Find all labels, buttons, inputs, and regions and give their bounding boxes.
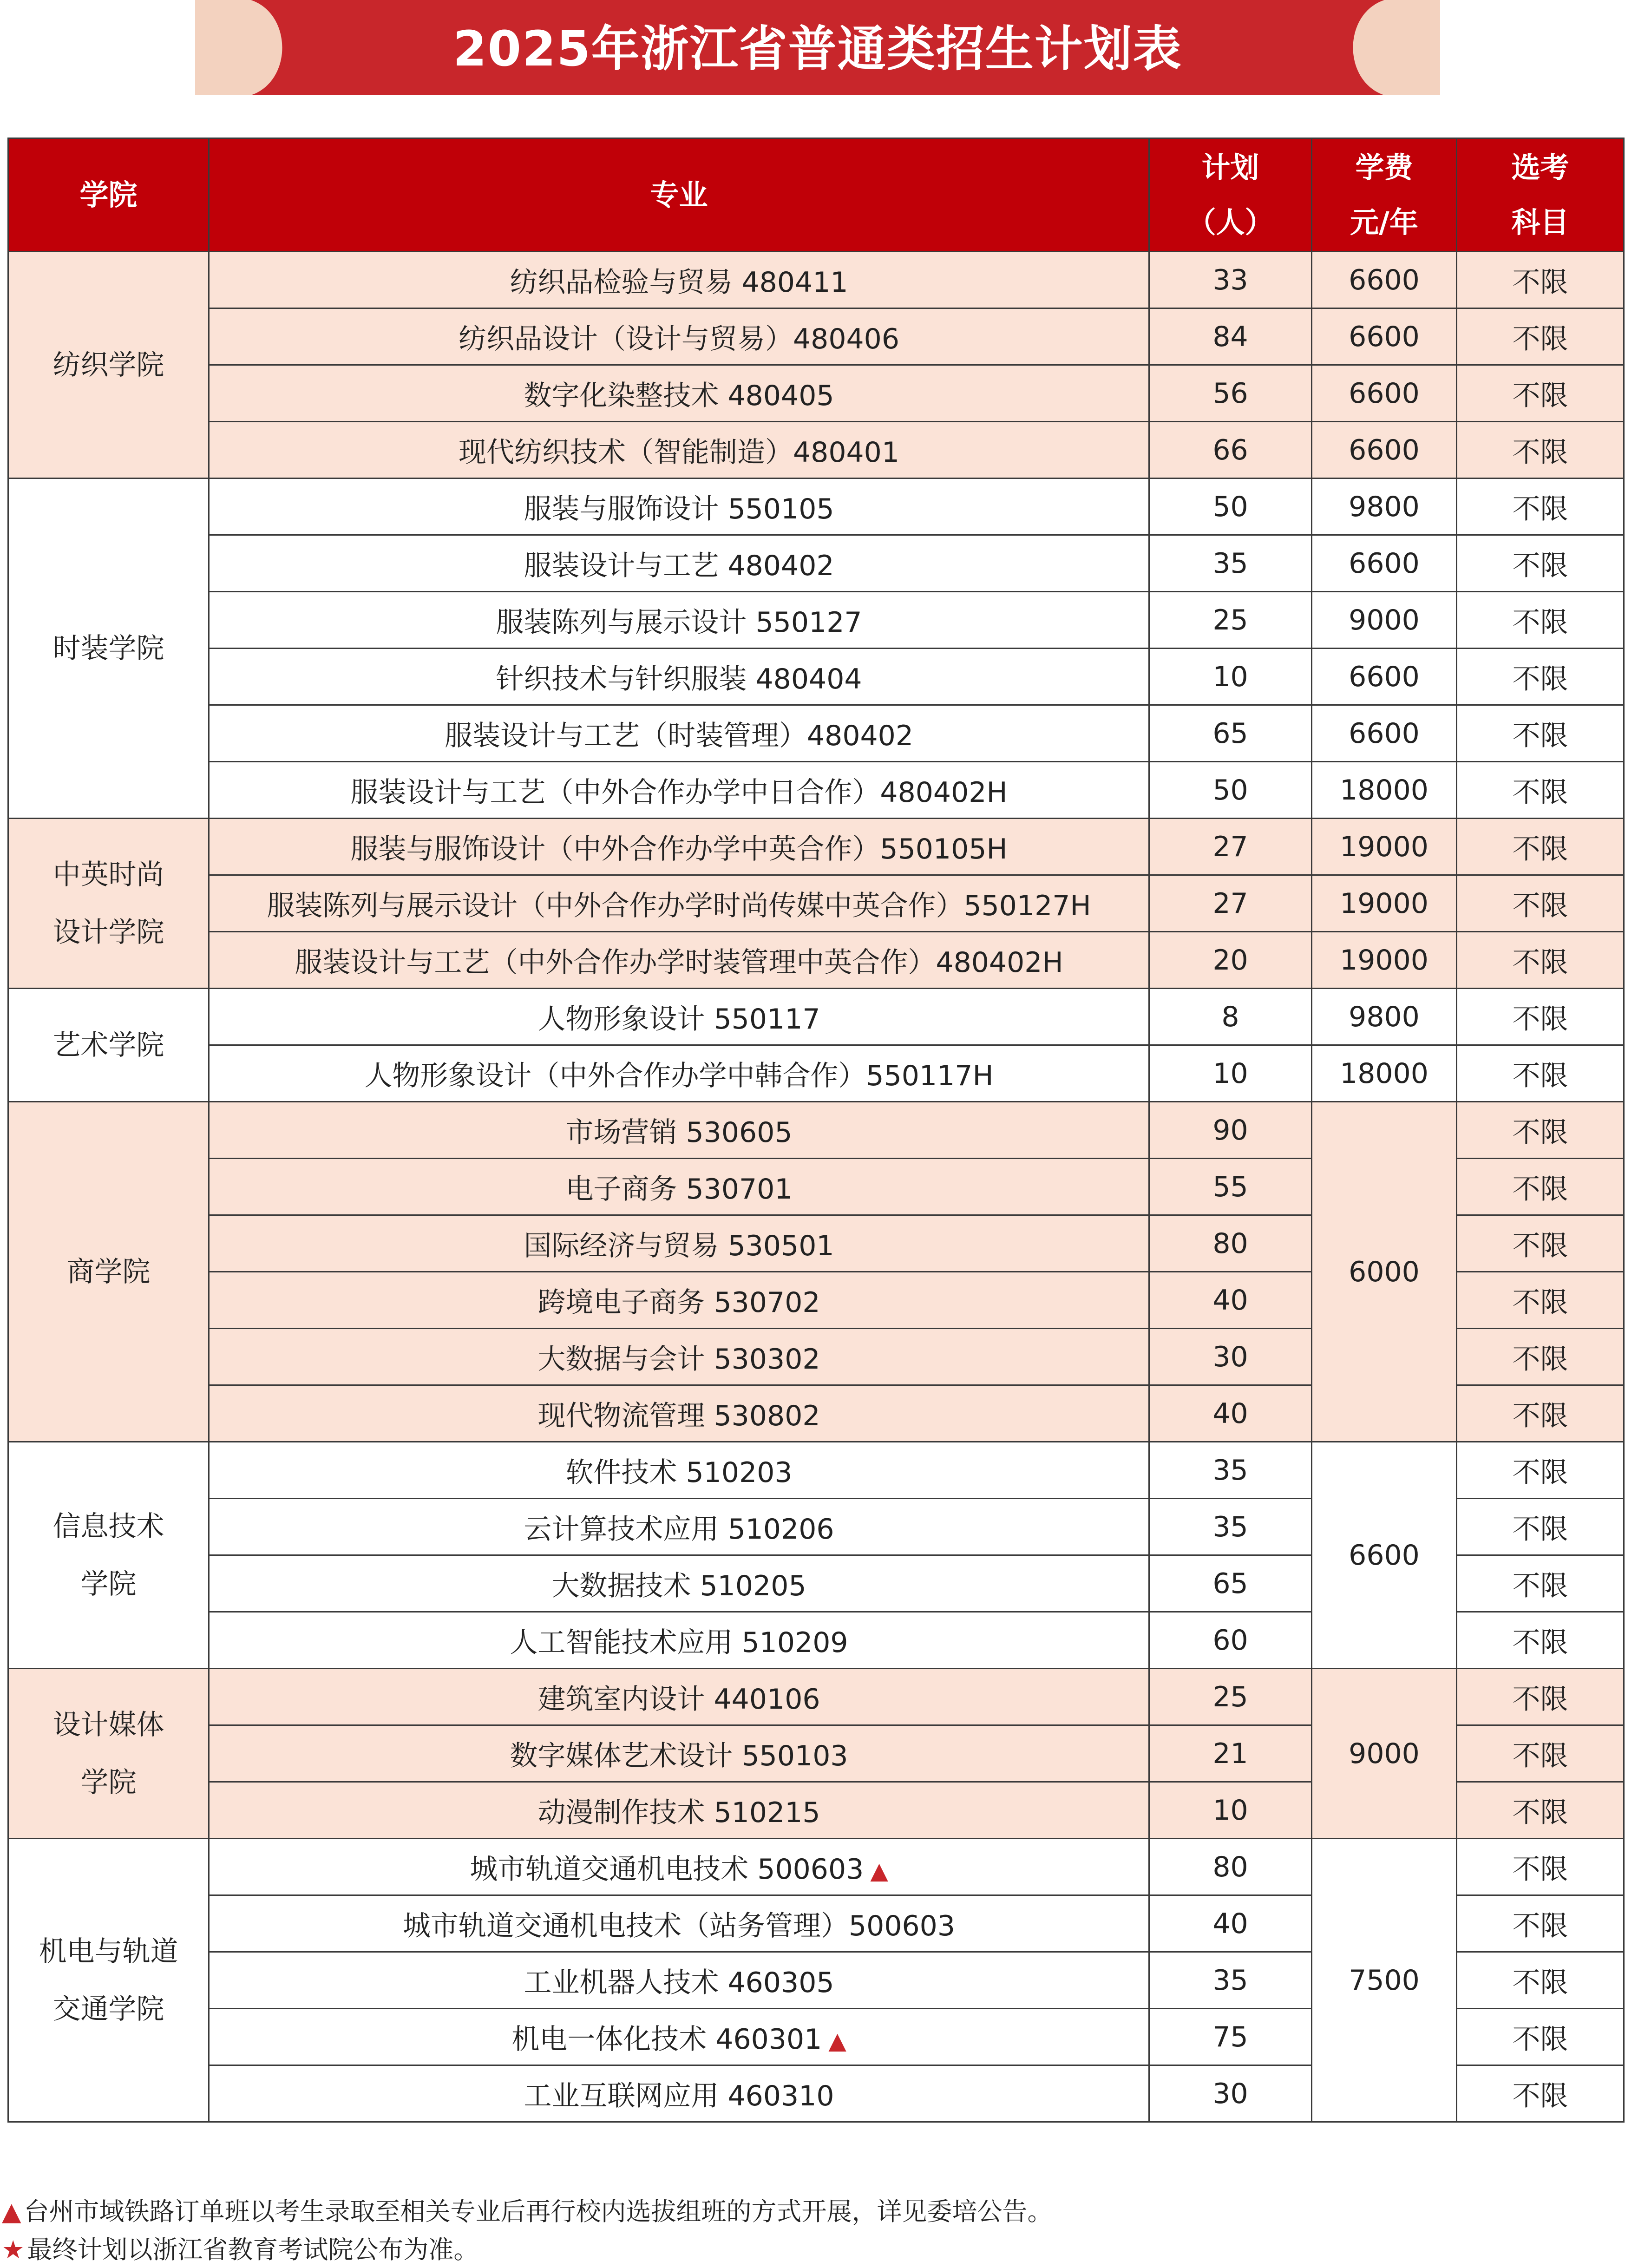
subject-cell: 不限 (1457, 1895, 1624, 1952)
fee-cell: 6600 (1312, 308, 1457, 365)
subject-cell: 不限 (1457, 1555, 1624, 1612)
fee-cell: 7500 (1312, 1839, 1457, 2122)
fee-cell: 19000 (1312, 875, 1457, 932)
plan-cell: 80 (1149, 1215, 1312, 1272)
plan-cell: 33 (1149, 252, 1312, 308)
table-row (8, 1839, 1624, 1895)
subject-cell: 不限 (1457, 479, 1624, 535)
table-row (8, 819, 1624, 875)
fee-cell: 6600 (1312, 252, 1457, 308)
fee-cell: 19000 (1312, 819, 1457, 875)
major-name: 数字媒体艺术设计 550103 (510, 1739, 848, 1772)
fee-cell: 6600 (1312, 365, 1457, 422)
major-name: 机电一体化技术 460301 (511, 2023, 822, 2056)
plan-cell: 10 (1149, 1045, 1312, 1102)
triangle-marker-icon: ▲ (2, 2197, 21, 2226)
subject-cell: 不限 (1457, 365, 1624, 422)
header-fee: 学费 元/年 (1312, 138, 1457, 252)
major-cell (209, 762, 1149, 819)
fee-cell: 6000 (1312, 1102, 1457, 1442)
header-college: 学院 (8, 138, 209, 252)
plan-cell: 27 (1149, 819, 1312, 875)
major-name: 人物形象设计 550117 (537, 1003, 820, 1036)
major-name: 动漫制作技术 510215 (537, 1796, 820, 1829)
plan-cell: 27 (1149, 875, 1312, 932)
major-cell (209, 989, 1149, 1045)
major-cell (209, 365, 1149, 422)
major-cell (209, 1555, 1149, 1612)
table-row (8, 1045, 1624, 1102)
major-name: 服装设计与工艺（中外合作办学中日合作）480402H (350, 776, 1008, 809)
footnote-1 (2, 2192, 1053, 2228)
subject-cell: 不限 (1457, 649, 1624, 705)
college-name-line2: 学院 (80, 1567, 137, 1600)
college-name-line2: 学院 (80, 1766, 137, 1799)
college-cell (8, 1669, 209, 1839)
enrollment-plan-table (7, 138, 1625, 2123)
subject-cell: 不限 (1457, 2009, 1624, 2065)
table-row (8, 365, 1624, 422)
major-name: 服装与服饰设计 550105 (524, 492, 834, 525)
fee-cell: 18000 (1312, 762, 1457, 819)
table-row (8, 1442, 1624, 1499)
major-name: 跨境电子商务 530702 (537, 1286, 820, 1319)
subject-cell: 不限 (1457, 1725, 1624, 1782)
college-cell (8, 1442, 209, 1669)
major-cell (209, 819, 1149, 875)
plan-cell: 40 (1149, 1895, 1312, 1952)
major-cell (209, 1442, 1149, 1499)
table-row (8, 1669, 1624, 1725)
major-name: 现代纺织技术（智能制造）480401 (458, 436, 900, 469)
major-cell (209, 2009, 1149, 2065)
major-cell (209, 1102, 1149, 1159)
plan-cell: 10 (1149, 1782, 1312, 1839)
subject-cell: 不限 (1457, 989, 1624, 1045)
plan-cell: 35 (1149, 1499, 1312, 1555)
fee-cell: 6600 (1312, 649, 1457, 705)
footnote-text: 台州市域铁路订单班以考生录取至相关专业后再行校内选拔组班的方式开展，详见委培公告。 (24, 2197, 1053, 2226)
major-cell (209, 1782, 1149, 1839)
plan-cell: 25 (1149, 592, 1312, 649)
major-cell (209, 705, 1149, 762)
plan-cell: 10 (1149, 649, 1312, 705)
major-name: 针织技术与针织服装 480404 (496, 662, 862, 695)
triangle-marker-icon: ▲ (828, 2027, 846, 2054)
plan-cell: 55 (1149, 1159, 1312, 1215)
major-name: 人物形象设计（中外合作办学中韩合作）550117H (364, 1059, 994, 1092)
plan-cell: 75 (1149, 2009, 1312, 2065)
subject-cell: 不限 (1457, 819, 1624, 875)
major-name: 大数据技术 510205 (551, 1569, 806, 1602)
major-cell (209, 1385, 1149, 1442)
major-cell (209, 932, 1149, 989)
subject-cell: 不限 (1457, 1102, 1624, 1159)
college-cell: 纺织学院 (8, 252, 209, 479)
plan-cell: 30 (1149, 2065, 1312, 2122)
major-cell (209, 422, 1149, 479)
major-name: 服装陈列与展示设计 550127 (496, 606, 862, 639)
major-cell (209, 535, 1149, 592)
major-name: 城市轨道交通机电技术（站务管理）500603 (402, 1909, 956, 1942)
fee-cell: 18000 (1312, 1045, 1457, 1102)
major-name: 服装设计与工艺（时装管理）480402 (444, 719, 914, 752)
subject-cell: 不限 (1457, 1499, 1624, 1555)
subject-cell: 不限 (1457, 1839, 1624, 1895)
footnote-text: 最终计划以浙江省教育考试院公布为准。 (27, 2235, 479, 2264)
fee-cell: 9000 (1312, 1669, 1457, 1839)
major-cell (209, 1159, 1149, 1215)
fee-cell: 9800 (1312, 479, 1457, 535)
subject-cell: 不限 (1457, 1385, 1624, 1442)
major-name: 数字化染整技术 480405 (524, 379, 834, 412)
major-name: 软件技术 510203 (565, 1456, 793, 1489)
subject-cell: 不限 (1457, 762, 1624, 819)
table-row (8, 875, 1624, 932)
plan-cell: 25 (1149, 1669, 1312, 1725)
subject-cell: 不限 (1457, 705, 1624, 762)
major-cell (209, 1725, 1149, 1782)
table-row (8, 535, 1624, 592)
subject-cell: 不限 (1457, 592, 1624, 649)
major-name: 工业机器人技术 460305 (524, 1966, 834, 1999)
major-cell (209, 1952, 1149, 2009)
table-row (8, 308, 1624, 365)
subject-cell: 不限 (1457, 875, 1624, 932)
major-cell (209, 1612, 1149, 1669)
major-name: 服装设计与工艺（中外合作办学时装管理中英合作）480402H (295, 946, 1063, 979)
major-cell (209, 1215, 1149, 1272)
college-name-line1: 设计媒体 (52, 1708, 164, 1741)
major-name: 纺织品设计（设计与贸易）480406 (458, 322, 900, 355)
college-cell: 商学院 (8, 1102, 209, 1442)
page-title: 2025年浙江省普通类招生计划表 (453, 20, 1182, 77)
college-name-line2: 设计学院 (52, 916, 164, 949)
subject-cell: 不限 (1457, 2065, 1624, 2122)
major-name: 纺织品检验与贸易 480411 (510, 266, 848, 299)
major-cell (209, 1045, 1149, 1102)
triangle-marker-icon: ▲ (870, 1857, 888, 1884)
major-cell (209, 875, 1149, 932)
college-cell (8, 819, 209, 989)
major-name: 市场营销 530605 (565, 1116, 793, 1149)
plan-cell: 21 (1149, 1725, 1312, 1782)
plan-cell: 20 (1149, 932, 1312, 989)
plan-cell: 65 (1149, 1555, 1312, 1612)
plan-cell: 90 (1149, 1102, 1312, 1159)
fee-cell: 9800 (1312, 989, 1457, 1045)
major-cell (209, 649, 1149, 705)
college-name-line1: 信息技术 (52, 1510, 164, 1543)
table-row (8, 252, 1624, 308)
college-cell (8, 1839, 209, 2122)
subject-cell: 不限 (1457, 535, 1624, 592)
table-row (8, 649, 1624, 705)
subject-cell: 不限 (1457, 1952, 1624, 2009)
college-cell: 艺术学院 (8, 989, 209, 1102)
major-name: 现代物流管理 530802 (537, 1399, 820, 1432)
plan-cell: 35 (1149, 535, 1312, 592)
major-name: 大数据与会计 530302 (537, 1343, 820, 1376)
plan-cell: 35 (1149, 1952, 1312, 2009)
major-cell (209, 1329, 1149, 1385)
subject-cell: 不限 (1457, 1329, 1624, 1385)
major-cell (209, 1272, 1149, 1329)
header-major: 专业 (209, 138, 1149, 252)
table-row (8, 989, 1624, 1045)
major-name: 工业互联网应用 460310 (524, 2079, 834, 2112)
plan-cell: 60 (1149, 1612, 1312, 1669)
header-subject: 选考 科目 (1457, 138, 1624, 252)
subject-cell: 不限 (1457, 1215, 1624, 1272)
subject-cell: 不限 (1457, 1045, 1624, 1102)
fee-cell: 6600 (1312, 705, 1457, 762)
subject-cell: 不限 (1457, 1442, 1624, 1499)
major-cell (209, 252, 1149, 308)
table-header-row (8, 138, 1624, 252)
fee-cell: 6600 (1312, 1442, 1457, 1669)
subject-cell: 不限 (1457, 932, 1624, 989)
plan-cell: 65 (1149, 705, 1312, 762)
table-row (8, 592, 1624, 649)
table-row (8, 762, 1624, 819)
fee-cell: 19000 (1312, 932, 1457, 989)
fee-cell: 9000 (1312, 592, 1457, 649)
plan-cell: 50 (1149, 762, 1312, 819)
plan-cell: 80 (1149, 1839, 1312, 1895)
footnote-2 (2, 2230, 478, 2266)
plan-cell: 30 (1149, 1329, 1312, 1385)
subject-cell: 不限 (1457, 1612, 1624, 1669)
major-name: 服装陈列与展示设计（中外合作办学时尚传媒中英合作）550127H (267, 889, 1091, 922)
subject-cell: 不限 (1457, 1159, 1624, 1215)
subject-cell: 不限 (1457, 422, 1624, 479)
major-name: 电子商务 530701 (565, 1173, 793, 1206)
plan-cell: 66 (1149, 422, 1312, 479)
major-cell (209, 1499, 1149, 1555)
plan-cell: 8 (1149, 989, 1312, 1045)
major-name: 建筑室内设计 440106 (537, 1683, 820, 1716)
subject-cell: 不限 (1457, 252, 1624, 308)
plan-cell: 40 (1149, 1385, 1312, 1442)
major-name: 服装设计与工艺 480402 (524, 549, 834, 582)
header-plan: 计划 （人） (1149, 138, 1312, 252)
subject-cell: 不限 (1457, 1782, 1624, 1839)
fee-cell: 6600 (1312, 422, 1457, 479)
table-row (8, 422, 1624, 479)
table-row (8, 705, 1624, 762)
star-marker-icon: ★ (2, 2235, 25, 2264)
college-name-line1: 机电与轨道 (39, 1935, 178, 1968)
major-cell (209, 1839, 1149, 1895)
table-row (8, 932, 1624, 989)
major-name: 云计算技术应用 510206 (524, 1513, 834, 1546)
fee-cell: 6600 (1312, 535, 1457, 592)
plan-cell: 84 (1149, 308, 1312, 365)
college-name-line2: 交通学院 (52, 1993, 164, 2025)
plan-cell: 50 (1149, 479, 1312, 535)
table-body (8, 252, 1624, 2122)
major-cell (209, 2065, 1149, 2122)
plan-cell: 56 (1149, 365, 1312, 422)
college-cell: 时装学院 (8, 479, 209, 819)
table-row (8, 1102, 1624, 1159)
title-banner (195, 0, 1440, 95)
major-cell (209, 479, 1149, 535)
plan-cell: 40 (1149, 1272, 1312, 1329)
major-name: 城市轨道交通机电技术 500603 (470, 1853, 864, 1886)
subject-cell: 不限 (1457, 308, 1624, 365)
major-cell (209, 1895, 1149, 1952)
major-name: 人工智能技术应用 510209 (510, 1626, 848, 1659)
major-cell (209, 592, 1149, 649)
subject-cell: 不限 (1457, 1669, 1624, 1725)
plan-cell: 35 (1149, 1442, 1312, 1499)
major-name: 国际经济与贸易 530501 (524, 1229, 834, 1262)
subject-cell: 不限 (1457, 1272, 1624, 1329)
table-row (8, 479, 1624, 535)
major-cell (209, 308, 1149, 365)
college-name-line1: 中英时尚 (52, 858, 164, 891)
major-cell (209, 1669, 1149, 1725)
major-name: 服装与服饰设计（中外合作办学中英合作）550105H (350, 832, 1008, 865)
